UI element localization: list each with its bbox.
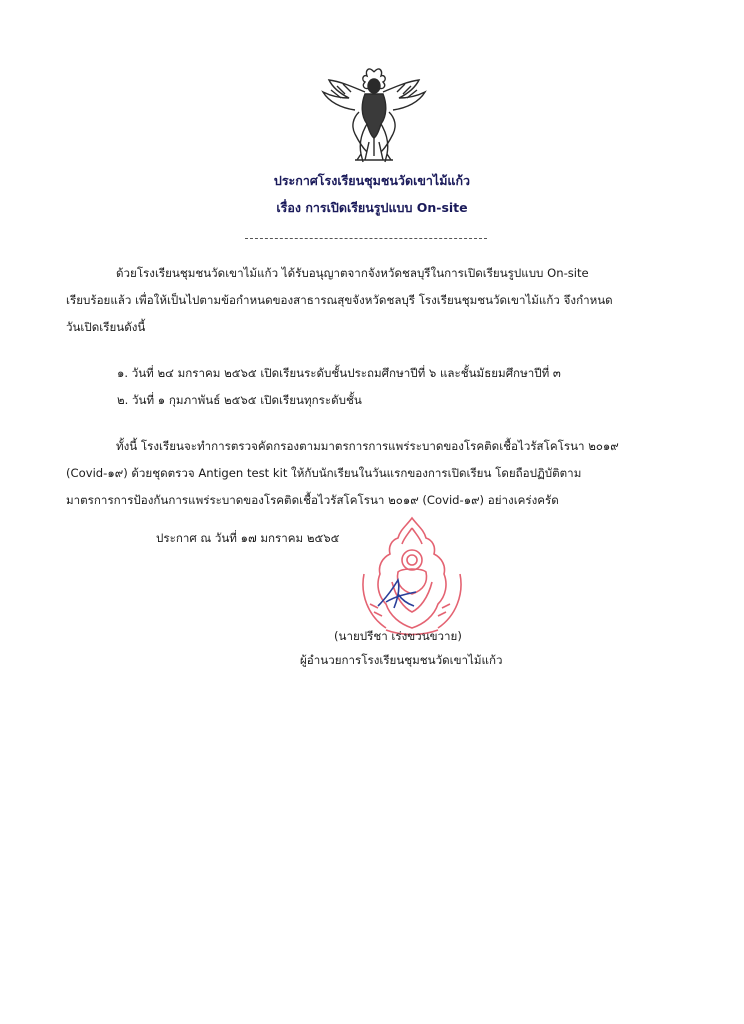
intro-line: เรียบร้อยแล้ว เพื่อให้เป็นไปตามข้อกำหนดของสาธารณสุขจังหวัดชลบุรี โรงเรียนชุมชนวัดเขาไม้แก้ว จึงกำหนด xyxy=(66,293,613,307)
signer-name: (นายปรีชา เร่งขวนขวาย) xyxy=(334,629,462,643)
title-divider xyxy=(245,238,487,239)
signer-position: ผู้อำนวยการโรงเรียนชุมชนวัดเขาไม้แก้ว xyxy=(300,653,503,667)
garuda-emblem-icon xyxy=(315,64,433,168)
intro-line: วันเปิดเรียนดังนี้ xyxy=(66,320,146,334)
announcement-subject: เรื่อง การเปิดเรียนรูปแบบ On-site xyxy=(276,200,468,215)
announcement-title: ประกาศโรงเรียนชุมชนวัดเขาไม้แก้ว xyxy=(273,173,471,188)
intro-line: ด้วยโรงเรียนชุมชนวัดเขาไม้แก้ว ได้รับอนุญาตจากจังหวัดชลบุรีในการเปิดเรียนรูปแบบ On-site xyxy=(116,266,589,280)
signature-mark xyxy=(368,572,428,616)
closing-line: ทั้งนี้ โรงเรียนจะทำการตรวจคัดกรองตามมาตรการการแพร่ระบาดของโรคติดเชื้อไวรัสโคโรนา ๒๐๑๙ xyxy=(116,439,619,453)
schedule-item: ๑. วันที่ ๒๔ มกราคม ๒๕๖๕ เปิดเรียนระดับชั้นประถมศึกษาปีที่ ๖ และชั้นมัธยมศึกษาปีที่ ๓ xyxy=(117,366,561,380)
announce-date: ประกาศ ณ วันที่ ๑๗ มกราคม ๒๕๖๕ xyxy=(156,531,340,545)
closing-line: มาตรการการป้องกันการแพร่ระบาดของโรคติดเชื้อไวรัสโคโรนา ๒๐๑๙ (Covid-๑๙) อย่างเคร่งครัด xyxy=(66,493,559,507)
closing-line: (Covid-๑๙) ด้วยชุดตรวจ Antigen test kit ให้กับนักเรียนในวันแรกของการเปิดเรียน โดยถือปฏิบัติตาม xyxy=(66,466,582,480)
schedule-item: ๒. วันที่ ๑ กุมภาพันธ์ ๒๕๖๕ เปิดเรียนทุกระดับชั้น xyxy=(117,393,362,407)
